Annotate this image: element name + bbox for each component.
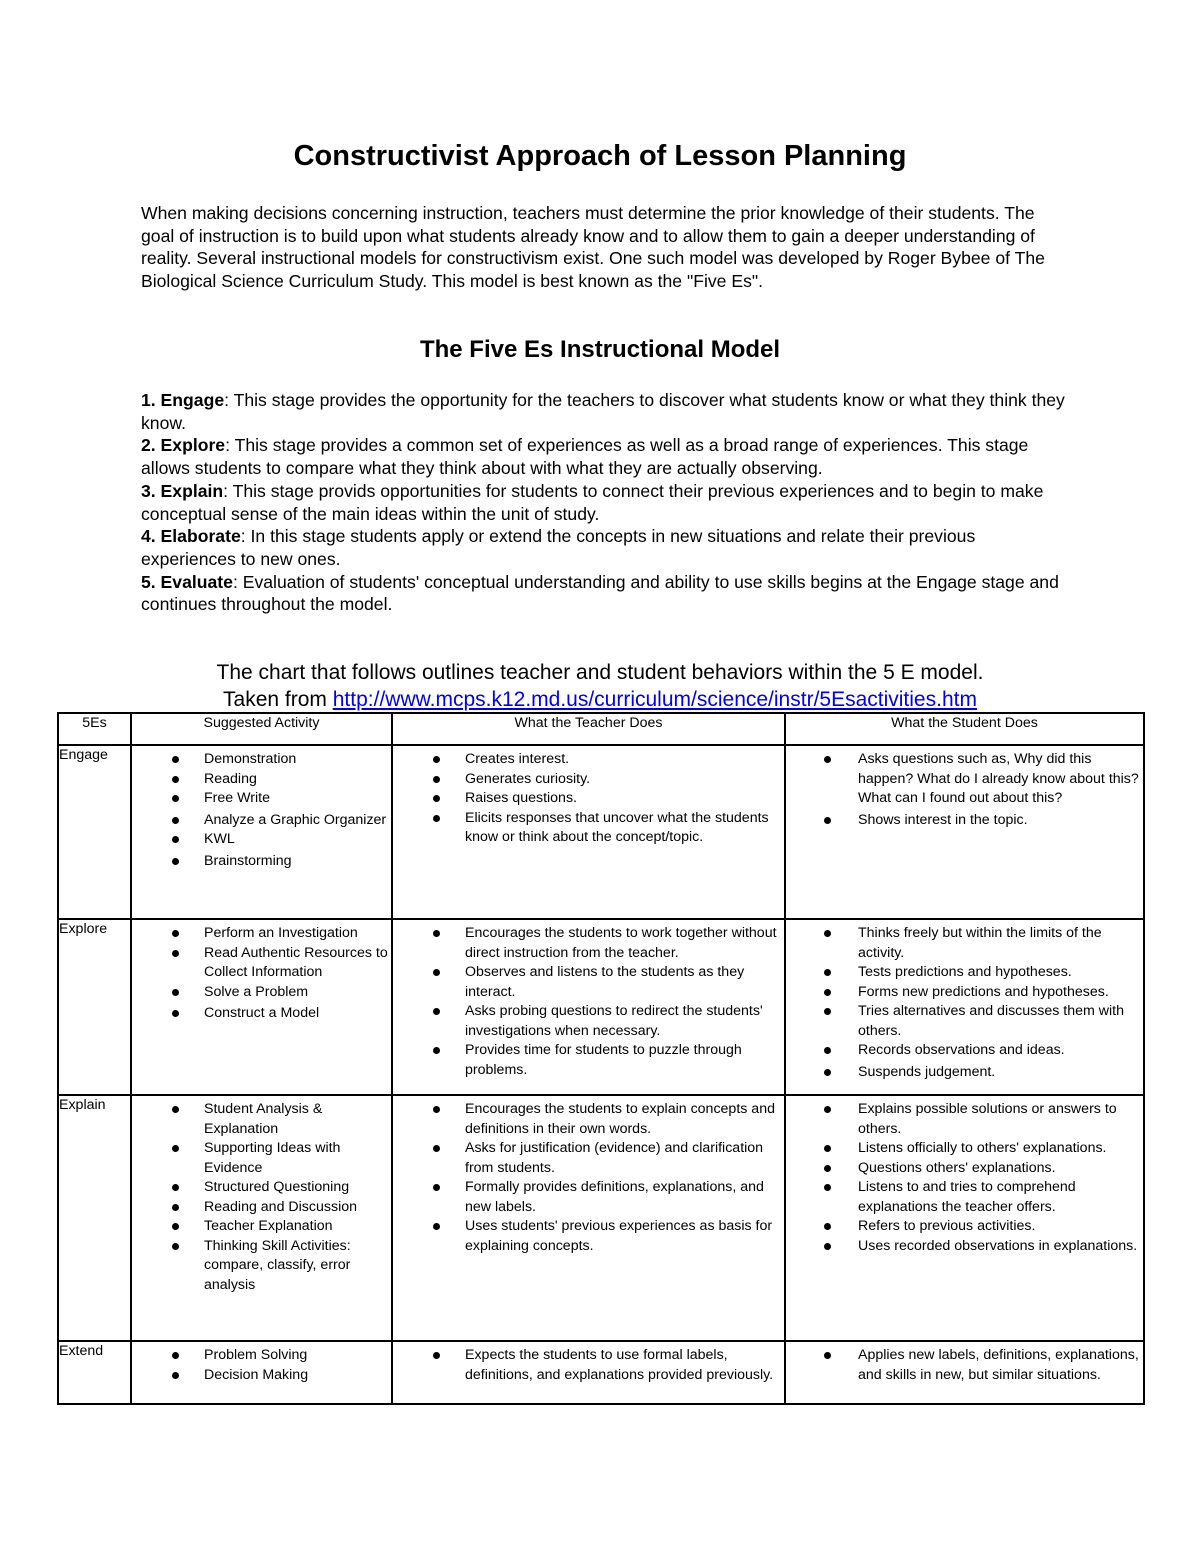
header-suggested-activity: Suggested Activity [131, 713, 392, 745]
student-cell [785, 919, 1144, 1095]
list-item: Expects the students to use formal labels, definitions, and explanations provided previously. [393, 1346, 784, 1385]
list-item: Suspends judgement. [786, 1063, 1143, 1083]
list-item: Free Write [132, 789, 391, 809]
student-cell [785, 1095, 1144, 1341]
list-item: Asks questions such as, Why did this happen? What do I already know about this? What can I found out about this? [786, 750, 1143, 809]
list-item: Thinks freely but within the limits of the activity. [786, 924, 1143, 963]
source-link[interactable]: http://www.mcps.k12.md.us/curriculum/science/instr/5Esactivities.htm [332, 688, 977, 711]
list-item: Listens officially to others' explanations. [786, 1139, 1143, 1159]
header-student: What the Student Does [785, 713, 1144, 745]
list-item: Solve a Problem [132, 983, 391, 1003]
list-item: Refers to previous activities. [786, 1217, 1143, 1237]
five-es-table [57, 712, 1145, 1405]
chart-source-prefix: Taken from [223, 688, 333, 711]
teacher-cell [392, 1341, 785, 1404]
stage-label: 1. Engage [141, 390, 225, 410]
list-item: Uses recorded observations in explanations. [786, 1237, 1143, 1257]
list-item: Encourages the students to work together without direct instruction from the teacher. [393, 924, 784, 963]
stage-label: 3. Explain [141, 480, 224, 501]
table-row [58, 919, 1144, 1095]
list-item: Generates curiosity. [393, 770, 784, 790]
header-5es: 5Es [58, 713, 131, 745]
list-item: Applies new labels, definitions, explanations, and skills in new, but similar situations. [786, 1346, 1143, 1385]
stage-description: : This stage provids opportunities for students to connect their previous experiences and to begin to make conceptual sense of the main ideas within the unit of study. [141, 480, 1044, 524]
list-item: Brainstorming [132, 852, 391, 872]
list-item: Questions others' explanations. [786, 1159, 1143, 1179]
table-row [58, 1341, 1144, 1404]
list-item: Analyze a Graphic Organizer [132, 811, 391, 831]
list-item: Asks for justification (evidence) and clarification from students. [393, 1139, 784, 1178]
stage-label: 4. Elaborate [141, 526, 241, 547]
stage-description: : This stage provides the opportunity for the teachers to discover what students know or what they think they know. [141, 390, 1065, 433]
stage-item [141, 525, 1066, 570]
teacher-cell [392, 745, 785, 919]
row-stage: Extend [58, 1341, 131, 1404]
activity-cell [131, 745, 392, 919]
list-item: Construct a Model [132, 1004, 391, 1024]
list-item: Reading [132, 770, 391, 790]
activity-cell [131, 919, 392, 1095]
list-item: Tests predictions and hypotheses. [786, 963, 1143, 983]
list-item: Explains possible solutions or answers to others. [786, 1100, 1143, 1139]
list-item: Tries alternatives and discusses them with others. [786, 1002, 1143, 1041]
chart-intro-text: The chart that follows outlines teacher and student behaviors within the 5 E model. [216, 661, 984, 684]
list-item: Shows interest in the topic. [786, 811, 1143, 831]
table-row [58, 1095, 1144, 1341]
list-item: Read Authentic Resources to Collect Information [132, 944, 391, 983]
list-item: Perform an Investigation [132, 924, 391, 944]
list-item: Raises questions. [393, 789, 784, 809]
model-heading: The Five Es Instructional Model [419, 336, 781, 363]
list-item: Observes and listens to the students as they interact. [393, 963, 784, 1002]
stage-description: : In this stage students apply or extend the concepts in new situations and relate their previous experiences to new ones. [141, 526, 976, 569]
list-item: Uses students' previous experiences as basis for explaining concepts. [393, 1217, 784, 1256]
stage-item [141, 389, 1066, 434]
document-title: Constructivist Approach of Lesson Planning [293, 140, 907, 172]
chart-intro [0, 659, 1200, 713]
activity-cell [131, 1095, 392, 1341]
list-item: Structured Questioning [132, 1178, 391, 1198]
student-cell [785, 745, 1144, 919]
row-stage: Explore [58, 919, 131, 1095]
list-item: Records observations and ideas. [786, 1041, 1143, 1061]
stage-description: : This stage provides a common set of experiences as well as a broad range of experiences. This stage allows students to compare what they think about with what they are actually observing. [141, 435, 1029, 479]
list-item: Teacher Explanation [132, 1217, 391, 1237]
stage-list [141, 389, 1066, 616]
header-teacher: What the Teacher Does [392, 713, 785, 745]
intro-paragraph: When making decisions concerning instruction, teachers must determine the prior knowledge of their students. The goal of instruction is to build upon what students already know and to allow them to gain a deeper understanding of reality. Several instructional models for constructivism exist. One such model was developed by Roger Bybee of The Biological Science Curriculum Study. This model is best known as the "Five Es". [141, 203, 1045, 292]
stage-label: 2. Explore [141, 435, 226, 456]
list-item: Listens to and tries to comprehend explanations the teacher offers. [786, 1178, 1143, 1217]
stage-description: : Evaluation of students' conceptual understanding and ability to use skills begins at the Engage stage and continues throughout the model. [141, 571, 1059, 615]
activity-cell [131, 1341, 392, 1404]
table-row [58, 745, 1144, 919]
list-item: Formally provides definitions, explanations, and new labels. [393, 1178, 784, 1217]
list-item: Demonstration [132, 750, 391, 770]
list-item: Encourages the students to explain concepts and definitions in their own words. [393, 1100, 784, 1139]
table-header-row [58, 713, 1144, 745]
stage-item [141, 480, 1066, 525]
stage-item [141, 434, 1066, 479]
list-item: Thinking Skill Activities: compare, classify, error analysis [132, 1237, 391, 1296]
teacher-cell [392, 919, 785, 1095]
list-item: Decision Making [132, 1366, 391, 1386]
row-stage: Engage [58, 745, 131, 919]
stage-label: 5. Evaluate [141, 571, 233, 592]
stage-item [141, 571, 1066, 616]
teacher-cell [392, 1095, 785, 1341]
list-item: Student Analysis & Explanation [132, 1100, 391, 1139]
list-item: Creates interest. [393, 750, 784, 770]
list-item: Supporting Ideas with Evidence [132, 1139, 391, 1178]
list-item: Problem Solving [132, 1346, 391, 1366]
list-item: Reading and Discussion [132, 1198, 391, 1218]
list-item: Elicits responses that uncover what the students know or think about the concept/topic. [393, 809, 784, 848]
student-cell [785, 1341, 1144, 1404]
list-item: Forms new predictions and hypotheses. [786, 983, 1143, 1003]
list-item: KWL [132, 830, 391, 850]
row-stage: Explain [58, 1095, 131, 1341]
list-item: Provides time for students to puzzle through problems. [393, 1041, 784, 1080]
chart-source [0, 686, 1200, 713]
list-item: Asks probing questions to redirect the students' investigations when necessary. [393, 1002, 784, 1041]
